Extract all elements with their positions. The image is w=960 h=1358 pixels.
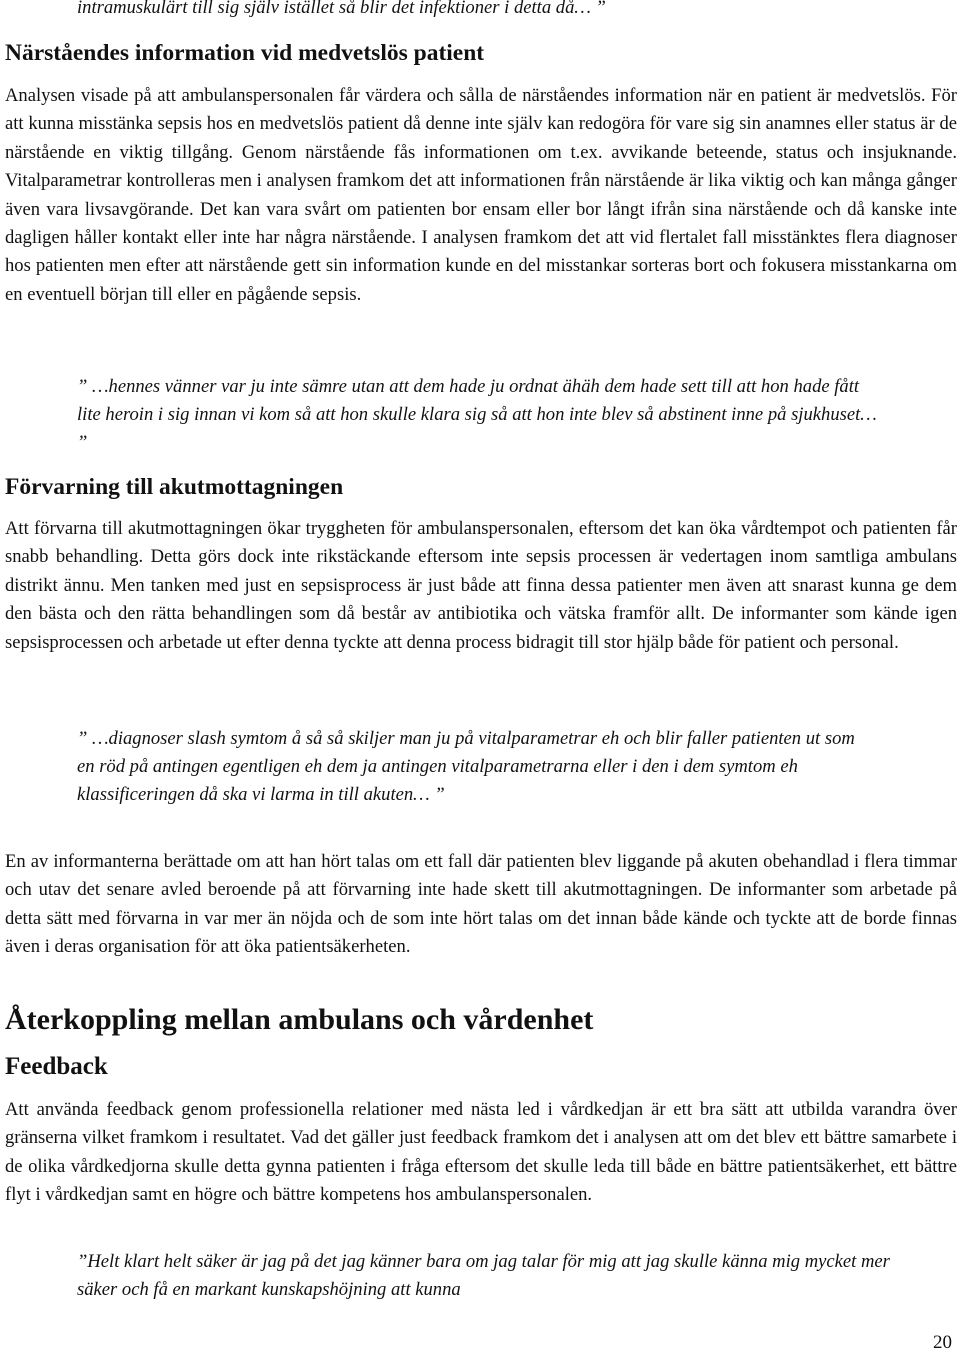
paragraph-prenotification-1: Att förvarna till akutmottagningen ökar tryggheten för ambulanspersonalen, eftersom det kan öka vårdtempot och patienten får snabb behandling. Detta görs dock inte rikstäckande eftersom inte sepsis processen är vedertagen inom samtliga ambulans distrikt ännu. Men tanken med just en sepsisprocess är just både att finna dessa patienter men även att snarast kunna ge dem den bästa och den rätta behandlingen som då består av antibiotika och vätska framför allt. De informanter som kände igen sepsisprocessen och arbetade ut efter denna tyckte att denna process bidragit till stor hjälp både för patient och personal. (5, 518, 957, 653)
quote-fragment-top: intramuskulärt till sig själv istället så blir det infektioner i detta då… ” (77, 0, 606, 18)
quote-prenotification: ” …diagnoser slash symtom å så så skiljer man ju på vitalparametrar eh och blir faller patienten ut som en röd på antingen egentligen eh dem ja antingen vitalparametrarna eller i den i dem symtom eh klassificeringen då ska vi larma in till akuten… ” (77, 728, 855, 805)
main-heading-feedback: Återkoppling mellan ambulans och vårdenhet (5, 1003, 594, 1036)
section-heading-prenotification: Förvarning till akutmottagningen (5, 474, 344, 500)
paragraph-prenotification-2: En av informanterna berättade om att han hört talas om ett fall där patienten blev liggande på akuten obehandlad i flera timmar och utav det senare avled beroende på att förvarning inte hade skett till akutmottagningen. De informanter som arbetade på detta sätt med förvarna in var mer än nöjda och de som inte hört talas om det innan både kände och tyckte att de borde finnas även i deras organisation för att öka patientsäkerheten. (5, 851, 957, 958)
quote-feedback: ”Helt klart helt säker är jag på det jag känner bara om jag talar för mig att jag skulle känna mig mycket mer säker och få en markant kunskapshöjning att kunna (77, 1251, 890, 1300)
paragraph-relatives: Analysen visade på att ambulanspersonalen får värdera och sålla de närståendes information när en patient är medvetslös. För att kunna misstänka sepsis hos en medvetslös patient då denne inte själv kan redogöra för vare sig sin anamnes eller status är de närstående en viktig tillgång. Genom närstående fås informationen om t.ex. avvikande beteende, status och insjuknande. Vitalparametrar kontrolleras men i analysen framkom det att informationen från närstående är lika viktig och kan många gånger även vara livsavgörande. Det kan vara svårt om patienten bor ensam eller bor långt ifrån sina närstående och då kanske inte dagligen håller kontakt eller inte har några närstående. I analysen framkom det att vid flertalet fall misstänktes flera diagnoser hos patienten men efter att närstående gett sin information kunde en del misstankar sorteras bort och fokusera misstankarna om en eventuell början till eller en pågående sepsis. (5, 85, 957, 305)
section-heading-relatives: Närståendes information vid medvetslös patient (5, 40, 485, 66)
quote-relatives: ” …hennes vänner var ju inte sämre utan att dem hade ju ordnat ähäh dem hade sett till att hon hade fått lite heroin i sig innan vi kom så att hon skulle klara sig så att hon inte blev så abstinent inne på sjukhuset… ” (77, 376, 877, 453)
page-number: 20 (933, 1332, 952, 1353)
paragraph-feedback: Att använda feedback genom professionella relationer med nästa led i vårdkedjan är ett bra sätt att utbilda varandra över gränserna vilket framkom i resultatet. Vad det gäller just feedback framkom det i analysen att om det blev ett bättre samarbete i de olika vårdkedjorna skulle detta gynna patienten i fråga eftersom det skulle leda till både en bättre patientsäkerhet, ett bättre flyt i vårdkedjan samt en högre och bättre kompetens hos ambulanspersonalen. (5, 1099, 957, 1206)
sub-heading-feedback: Feedback (5, 1053, 108, 1080)
